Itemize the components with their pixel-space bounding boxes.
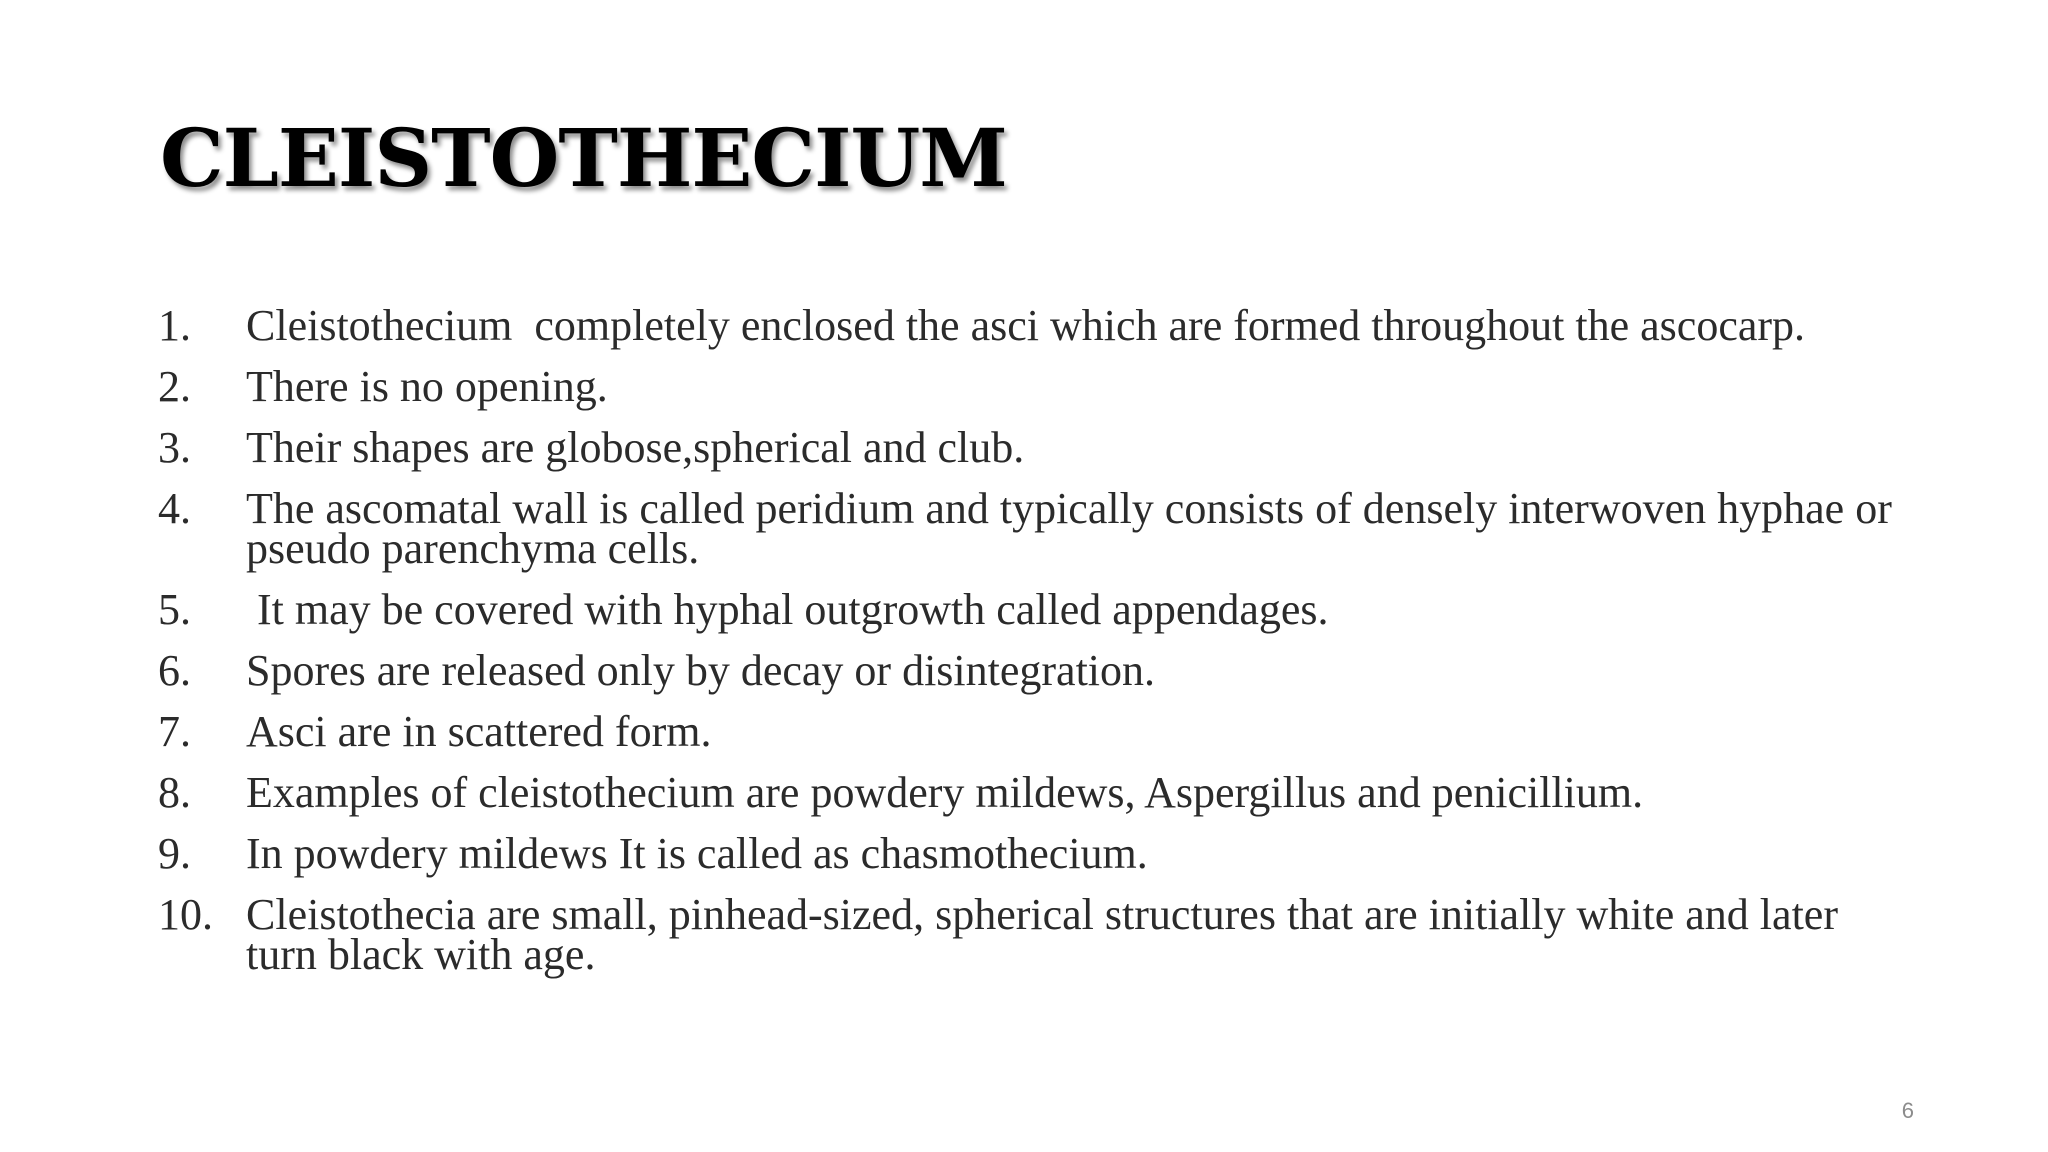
list-item-text: Cleistothecium completely enclosed the asci which are formed throughout the ascocarp.	[246, 301, 1806, 350]
list-item	[158, 646, 1918, 695]
list-item-number: 8.	[158, 768, 191, 817]
numbered-list	[158, 301, 1918, 996]
list-item-text: There is no opening.	[246, 362, 608, 411]
list-item-text: Cleistothecia are small, pinhead-sized, spherical structures that are initially white and later turn black with age.	[246, 890, 1838, 979]
list-item-number: 4.	[158, 484, 191, 533]
list-item-number: 7.	[158, 707, 191, 756]
page-number: 6	[1901, 1098, 1914, 1123]
list-item-text: Spores are released only by decay or disintegration.	[246, 646, 1156, 695]
list-item-text: Examples of cleistothecium are powdery mildews, Aspergillus and penicillium.	[246, 768, 1644, 817]
list-item	[158, 829, 1918, 878]
list-item	[158, 301, 1918, 350]
list-item-number: 6.	[158, 646, 191, 695]
list-item	[158, 585, 1918, 634]
list-item	[158, 768, 1918, 817]
slide-title: CLEISTOTHECIUM	[160, 111, 1007, 205]
list-item	[158, 423, 1918, 472]
list-item	[158, 484, 1918, 573]
list-item-number: 9.	[158, 829, 191, 878]
list-item-number: 5.	[158, 585, 191, 634]
list-item-text: Their shapes are globose,spherical and club.	[246, 423, 1025, 472]
list-item	[158, 707, 1918, 756]
list-item	[158, 890, 1918, 979]
list-item-text: It may be covered with hyphal outgrowth called appendages.	[246, 585, 1329, 634]
list-item	[158, 362, 1918, 411]
list-item-number: 1.	[158, 301, 191, 350]
list-item-number: 3.	[158, 423, 191, 472]
list-item-number: 10.	[158, 890, 213, 939]
list-item-number: 2.	[158, 362, 191, 411]
list-item-text: Asci are in scattered form.	[246, 707, 712, 756]
list-item-text: In powdery mildews It is called as chasmothecium.	[246, 829, 1148, 878]
list-item-text: The ascomatal wall is called peridium and typically consists of densely interwoven hyphae or pseudo parenchyma cells.	[246, 484, 1892, 573]
